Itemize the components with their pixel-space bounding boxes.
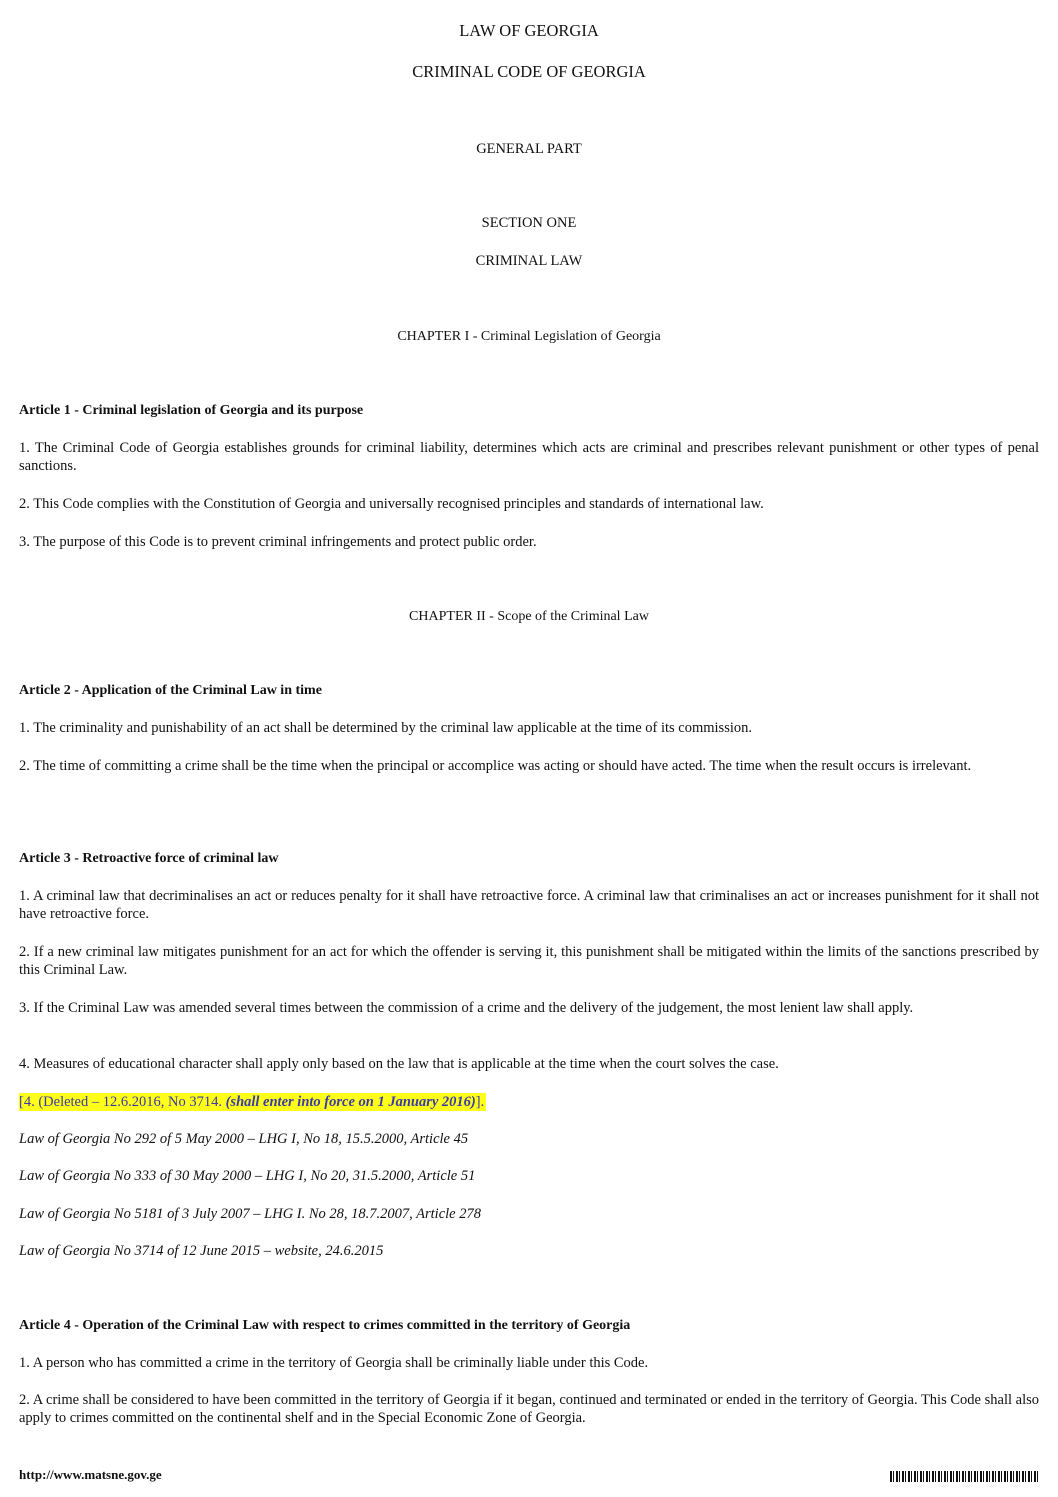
deleted-paragraph-highlight (19, 1093, 486, 1111)
amendment-reference: Law of Georgia No 292 of 5 May 2000 – LHG I, No 18, 15.5.2000, Article 45 (19, 1131, 469, 1147)
article-heading: Article 2 - Application of the Criminal Law in time (19, 683, 322, 698)
article-paragraph: 1. The criminality and punishability of an act shall be determined by the criminal law applicable at the time of its commission. (19, 720, 753, 736)
part-title: GENERAL PART (476, 141, 582, 157)
article-paragraph: 2. The time of committing a crime shall be the time when the principal or accomplice was acting or should have acted. The time when the result occurs is irrelevant. (19, 758, 972, 774)
article-paragraph: 1. A person who has committed a crime in the territory of Georgia shall be criminally liable under this Code. (19, 1355, 649, 1371)
article-paragraph: 3. If the Criminal Law was amended several times between the commission of a crime and the delivery of the judgement, the most lenient law shall apply. (19, 1000, 914, 1016)
article-paragraph: 2. If a new criminal law mitigates punishment for an act for which the offender is serving it, this punishment shall be mitigated within the limits of the sanctions prescribed by this Criminal Law. (19, 944, 1039, 978)
article-heading: Article 1 - Criminal legislation of Georgia and its purpose (19, 403, 364, 418)
article-paragraph: 2. A crime shall be considered to have been committed in the territory of Georgia if it began, continued and terminated or ended in the territory of Georgia. This Code shall also apply to crimes committed on the continental shelf and in the Special Economic Zone of Georgia. (19, 1392, 1039, 1426)
chapter-heading: CHAPTER I - Criminal Legislation of Georgia (397, 329, 661, 344)
amendment-reference: Law of Georgia No 5181 of 3 July 2007 – LHG I. No 28, 18.7.2007, Article 278 (19, 1206, 481, 1222)
deleted-entry-into-force: (shall enter into force on 1 January 2016) (225, 1094, 476, 1110)
article-paragraph: 4. Measures of educational character shall apply only based on the law that is applicable at the time when the court solves the case. (19, 1056, 779, 1072)
code-title: CRIMINAL CODE OF GEORGIA (412, 62, 646, 81)
section-name: CRIMINAL LAW (475, 253, 583, 269)
article-paragraph: 1. The Criminal Code of Georgia establishes grounds for criminal liability, determines which acts are criminal and prescribes relevant punishment or other types of penal sanctions. (19, 440, 1039, 474)
article-heading: Article 3 - Retroactive force of criminal law (19, 851, 279, 866)
amendment-reference: Law of Georgia No 3714 of 12 June 2015 – website, 24.6.2015 (19, 1243, 384, 1259)
barcode-icon (890, 1471, 1039, 1482)
amendment-reference: Law of Georgia No 333 of 30 May 2000 – LHG I, No 20, 31.5.2000, Article 51 (19, 1168, 476, 1184)
footer-url: http://www.matsne.gov.ge (19, 1467, 162, 1482)
law-title: LAW OF GEORGIA (459, 21, 599, 40)
deleted-closing: ]. (475, 1094, 485, 1110)
article-paragraph: 3. The purpose of this Code is to prevent criminal infringements and protect public order. (19, 534, 537, 550)
article-paragraph: 1. A criminal law that decriminalises an act or reduces penalty for it shall have retroactive force. A criminal law that criminalises an act or increases punishment for it shall not have retroactive force. (19, 888, 1039, 922)
chapter-heading: CHAPTER II - Scope of the Criminal Law (409, 609, 649, 624)
article-heading: Article 4 - Operation of the Criminal Law with respect to crimes committed in the territory of Georgia (19, 1318, 631, 1333)
article-paragraph: 2. This Code complies with the Constitution of Georgia and universally recognised principles and standards of international law. (19, 496, 764, 512)
deleted-text: [4. (Deleted – 12.6.2016, No 3714. (19, 1094, 226, 1110)
section-title: SECTION ONE (481, 215, 577, 231)
